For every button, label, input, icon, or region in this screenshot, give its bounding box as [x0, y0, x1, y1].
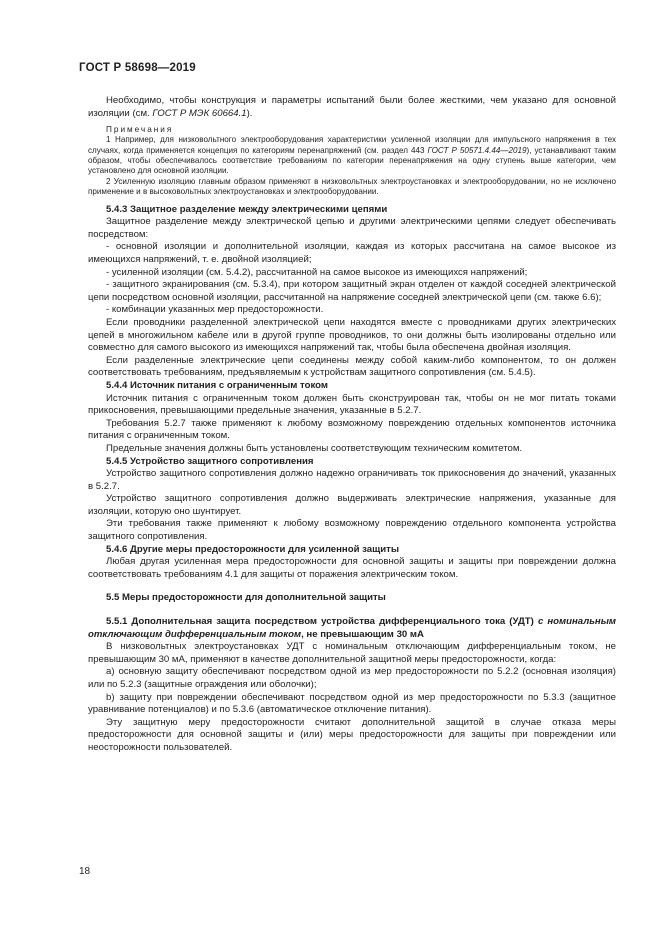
standard-reference: ГОСТ Р МЭК 60664.1 — [152, 107, 247, 119]
paragraph: Устройство защитного сопротивления должно выдерживать электрические напряжения, указанные для изоляции, которую оно шунтирует. — [88, 493, 616, 517]
paragraph: Эту защитную меру предосторожности считают дополнительной защитой в случае отказа меры предосторожности для основной защиты и (или) меры предосторожности для защиты при повреждении или неосторожности пользователей. — [88, 716, 616, 753]
heading-part-end: , не превышающим 30 мА — [301, 628, 424, 640]
list-item: b) защиту при повреждении обеспечивают посредством одной из мер предосторожности по 5.3.3 (защитное уравнивание потенциалов) и по 5.3.6 (автоматическое отключение питания). — [88, 691, 616, 716]
section-5-5-1-heading — [88, 616, 616, 641]
paragraph: Источник питания с ограниченным током должен быть сконструирован так, чтобы он не мог питать токами прикосновения, превышающими предельные значения, указанные в 5.2.7. — [88, 392, 616, 417]
notes-heading: Примечания — [106, 125, 174, 135]
heading-italic-part: с номинальным отключающим дифференциальным током — [88, 616, 616, 640]
list-item: - основной изоляции и дополнительной изоляции, каждая из которых рассчитана на самое высокое из имеющихся напряжений, т. е. двойной изоляцией; — [88, 241, 616, 265]
paragraph: Если проводники разделенной электрической цепи находятся вместе с проводниками других электрических цепей в многожильном кабеле или в другой группе проводников, то они должны быть изолированы отдельно или совместно для самого высокого из имеющихся напряжений так, чтобы была обеспечена двойная изоляция. — [88, 316, 616, 354]
intro-paragraph — [88, 95, 616, 120]
list-item: - защитного экранирования (см. 5.3.4), при котором защитный экран отделен от каждой соседней электрической цепи посредством основной изоляции, рассчитанной на напряжение соседней электрической цепи (см. также 6.6); — [88, 279, 616, 303]
section-5-4-6-heading: 5.4.6 Другие меры предосторожности для усиленной защиты — [106, 543, 400, 555]
heading-part: 5.5.1 Дополнительная защита посредством устройства дифференциального тока (УДТ) — [106, 616, 538, 628]
note-1-text-end: ), устанавливают таким образом, чтобы обеспечивалось соответствие требованиям по категории перенапряжения на одну ступень выше категории, чем установлено для основной изоляции. — [88, 145, 616, 176]
list-item: - комбинации указанных мер предосторожности. — [106, 304, 324, 316]
standard-reference: ГОСТ Р 50571.4.44—2019 — [427, 145, 527, 155]
section-5-4-3-heading: 5.4.3 Защитное разделение между электрическими цепями — [106, 203, 388, 215]
page-number: 18 — [79, 866, 91, 877]
list-item: a) основную защиту обеспечивают посредством одной из мер предосторожности по 5.2.2 (основная изоляция) или по 5.2.3 (защитные ограждения или оболочки); — [88, 666, 616, 690]
paragraph: Предельные значения должны быть установлены соответствующим техническим комитетом. — [106, 442, 523, 454]
paragraph: Устройство защитного сопротивления должно надежно ограничивать ток прикосновения до значений, указанных в 5.2.7. — [88, 468, 616, 492]
paragraph: Требования 5.2.7 также применяют к любому возможному повреждению отдельных компонентов источника питания с ограниченным током. — [88, 417, 616, 442]
paragraph: В низковольтных электроустановках УДТ с номинальным отключающим дифференциальным током, не превышающим 30 мА, применяют в качестве дополнительной защитной меры предосторожности, когда: — [88, 641, 616, 665]
intro-text-end: ). — [246, 107, 253, 119]
section-5-5-heading: 5.5 Меры предосторожности для дополнительной защиты — [106, 592, 386, 604]
note-2: 2 Усиленную изоляцию главным образом применяют в низковольтных электроустановках и электрооборудовании, но не исключено применение и в высоковольтных электроустановках и электрооборудовании. — [88, 176, 616, 197]
note-1 — [88, 135, 616, 177]
page-body — [88, 95, 616, 755]
list-item: - усиленной изоляции (см. 5.4.2), рассчитанной на самое высокое из имеющихся напряжений; — [106, 266, 528, 278]
paragraph: Любая другая усиленная мера предосторожности для основной защиты и защиты при повреждении должна соответствовать требованиям 4.1 для защиты от поражения электрическим током. — [88, 556, 616, 580]
intro-text: Необходимо, чтобы конструкция и параметры испытаний были более жесткими, чем указано для основной изоляции (см. — [88, 95, 616, 119]
section-5-4-5-heading: 5.4.5 Устройство защитного сопротивления — [106, 455, 314, 467]
section-5-4-4-heading: 5.4.4 Источник питания с ограниченным током — [106, 379, 328, 391]
standard-code-header: ГОСТ Р 58698—2019 — [79, 62, 196, 74]
paragraph: Защитное разделение между электрической цепью и другими электрическими цепями следует обеспечивать посредством: — [88, 216, 616, 240]
paragraph: Если разделенные электрические цепи соединены между собой каким-либо компонентом, то он должен соответствовать требованиям, предъявляемым к устройствам защитного сопротивления (см. 5.4.5). — [88, 354, 616, 379]
note-1-text: 1 Например, для низковольтного электрооборудования характеристики усиленной изоляции для импульсного напряжения в тех случаях, когда применяется концепция по категориям перенапряжений (см. раздел 443 — [88, 135, 616, 155]
paragraph: Эти требования также применяют к любому возможному повреждению отдельного компонента устройства защитного сопротивления. — [88, 518, 616, 543]
